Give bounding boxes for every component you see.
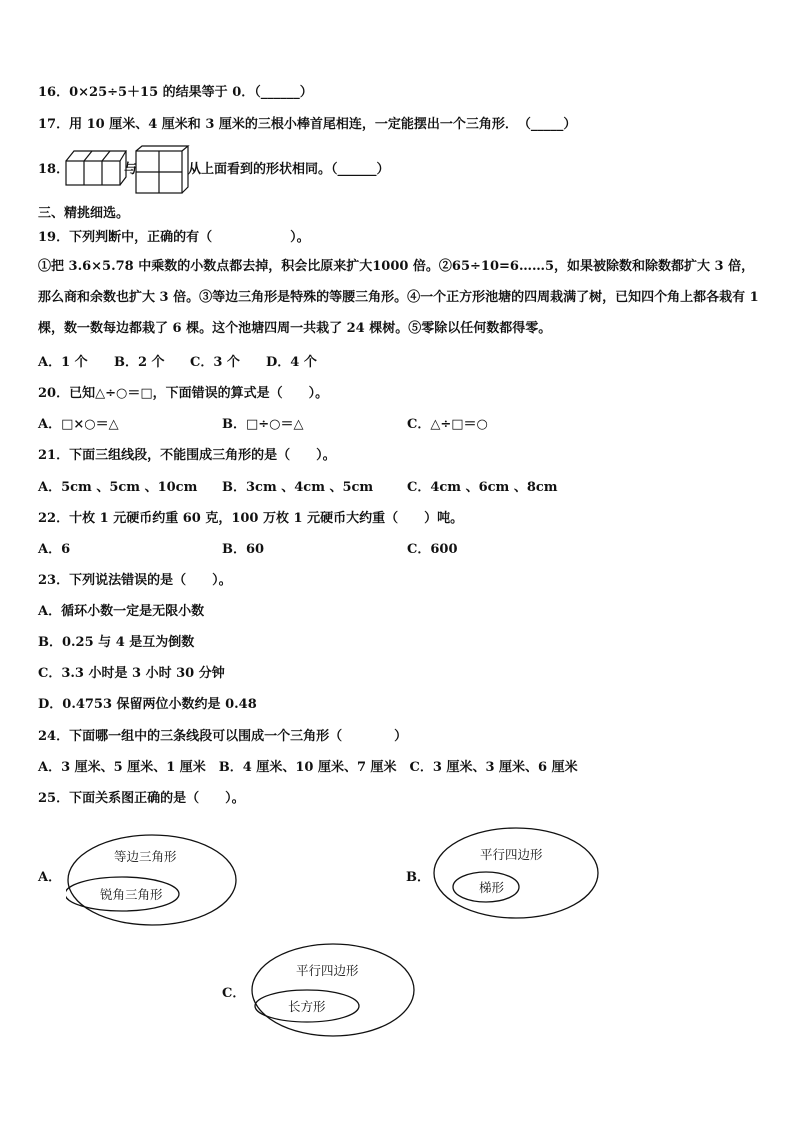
outer-ellipse bbox=[434, 828, 598, 918]
outer-label: 等边三角形 bbox=[114, 849, 177, 864]
q25-diagram-a bbox=[66, 832, 240, 930]
question-19-body: ①把 3.6×5.78 中乘数的小数点都去掉，积会比原来扩大1000 倍。②65÷10=6……5，如果被除数和除数都扩大 3 倍，那么商和余数也扩大 3 倍。③等边三角形是特殊的等腰三角形。④一个正方形池塘的四周栽满了树，已知四个角上都各栽有 1 棵，数一数每边都栽了 6 棵。这个池塘四周一共栽了 24 棵树。⑤零除以任何数都得零。 bbox=[38, 259, 759, 336]
question-20-stem: 20．已知△÷○＝□，下面错误的算式是（ ）。 bbox=[38, 386, 329, 401]
q19-option-a: A．1 个 bbox=[38, 355, 88, 370]
q20-option-b: B．□÷○＝△ bbox=[222, 417, 304, 432]
q21-option-c: C．4cm 、6cm 、8cm bbox=[407, 480, 558, 495]
outer-label: 平行四边形 bbox=[480, 847, 543, 862]
question-23-stem: 23．下列说法错误的是（ ）。 bbox=[38, 573, 232, 588]
q25-option-b-letter: B． bbox=[406, 870, 430, 885]
q25-diagram-b bbox=[432, 826, 602, 920]
q23-option-c: C．3.3 小时是 3 小时 30 分钟 bbox=[38, 666, 225, 681]
q21-option-b: B．3cm 、4cm 、5cm bbox=[222, 480, 374, 495]
inner-label: 梯形 bbox=[479, 880, 505, 895]
question-24-stem: 24．下面哪一组中的三条线段可以围成一个三角形（ ） bbox=[38, 729, 408, 744]
q22-option-c: C．600 bbox=[407, 542, 458, 557]
outer-label: 平行四边形 bbox=[296, 963, 359, 978]
inner-label: 锐角三角形 bbox=[100, 887, 163, 902]
section-3-heading: 三、精挑细选。 bbox=[38, 206, 130, 221]
question-16: 16．0×25÷5＋15 的结果等于 0．（______） bbox=[38, 85, 313, 100]
inner-label: 长方形 bbox=[288, 999, 326, 1014]
question-25-stem: 25．下面关系图正确的是（ ）。 bbox=[38, 791, 245, 806]
q22-option-a: A．6 bbox=[38, 542, 71, 557]
question-18-mid: 与 bbox=[124, 162, 138, 177]
q20-option-c: C．△÷□＝○ bbox=[407, 417, 488, 432]
q20-option-a: A．□×○＝△ bbox=[38, 417, 119, 432]
question-17: 17．用 10 厘米、4 厘米和 3 厘米的三根小棒首尾相连，一定能摆出一个三角形． （_____） bbox=[38, 117, 577, 132]
outer-ellipse bbox=[252, 944, 414, 1036]
question-19-stem: 19．下列判断中，正确的有（ ）。 bbox=[38, 230, 310, 245]
q23-option-d: D．0.4753 保留两位小数约是 0.48 bbox=[38, 697, 257, 712]
q25-diagram-c bbox=[250, 942, 418, 1038]
q19-option-d: D．4 个 bbox=[266, 355, 317, 370]
three-square-figure bbox=[66, 151, 126, 185]
q23-option-b: B．0.25 与 4 是互为倒数 bbox=[38, 635, 195, 650]
question-21-stem: 21．下面三组线段，不能围成三角形的是（ ）。 bbox=[38, 448, 336, 463]
q21-option-a: A．5cm 、5cm 、10cm bbox=[38, 480, 198, 495]
four-square-figure bbox=[136, 146, 188, 193]
q25-option-c-letter: C． bbox=[222, 986, 246, 1001]
question-22-stem: 22．十枚 1 元硬币约重 60 克，100 万枚 1 元硬币大约重（ ）吨。 bbox=[38, 511, 464, 526]
question-18-number: 18． bbox=[38, 162, 70, 177]
question-18-rest: 从上面看到的形状相同。（______） bbox=[188, 162, 390, 177]
q19-option-b: B．2 个 bbox=[114, 355, 165, 370]
q23-option-a: A．循环小数一定是无限小数 bbox=[38, 604, 205, 619]
q19-option-c: C．3 个 bbox=[190, 355, 240, 370]
q25-option-a-letter: A． bbox=[38, 870, 62, 885]
q22-option-b: B．60 bbox=[222, 542, 265, 557]
q24-options: A．3 厘米、5 厘米、1 厘米 B．4 厘米、10 厘米、7 厘米 C．3 厘米、3 厘米、6 厘米 bbox=[38, 760, 578, 775]
